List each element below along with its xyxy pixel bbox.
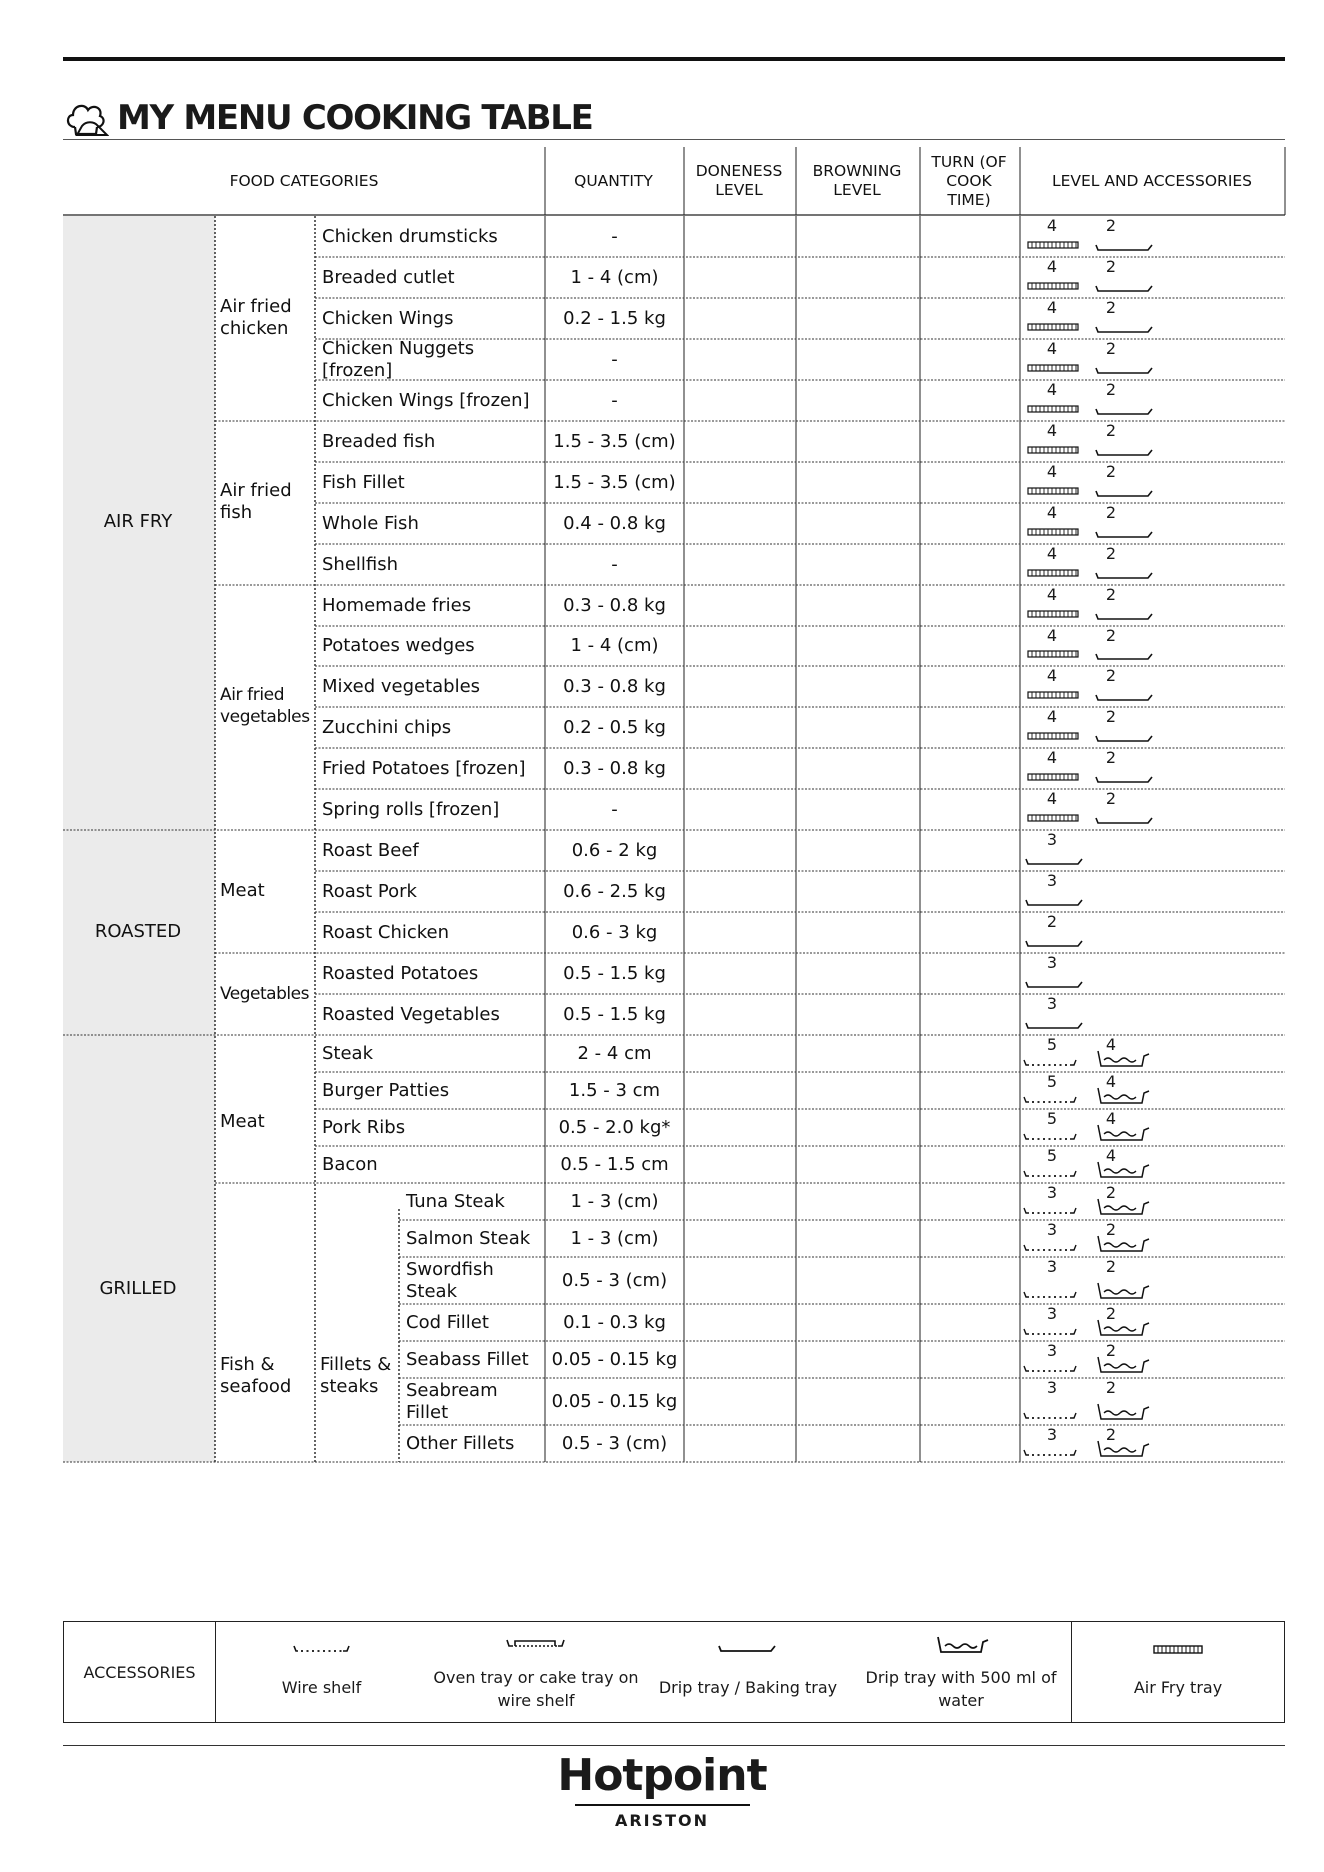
- shelf-level: 4: [1046, 257, 1058, 276]
- wire-shelf-icon: [292, 1642, 352, 1656]
- food-quantity: 1 - 3 (cm): [570, 1190, 659, 1212]
- food-name: Fish Fillet: [322, 471, 405, 493]
- shelf-level: 2: [1105, 585, 1117, 604]
- food-quantity: 0.4 - 0.8 kg: [563, 512, 666, 534]
- wire-shelf-icon: [1024, 1450, 1076, 1455]
- food-quantity: 0.6 - 2 kg: [571, 839, 658, 861]
- shelf-level: 2: [1105, 1425, 1117, 1444]
- food-quantity: 0.05 - 0.15 kg: [551, 1348, 678, 1370]
- shelf-level: 2: [1105, 503, 1117, 522]
- header-turn: TURN (OF COOK TIME): [931, 152, 1007, 209]
- accessory-oven-tray: [427, 1622, 645, 1722]
- accessory-drip-tray: [645, 1622, 851, 1722]
- accessory-label-wire-shelf: Wire shelf: [281, 1678, 362, 1697]
- drip-tray-icon: [1026, 900, 1082, 905]
- shelf-level: 5: [1046, 1146, 1058, 1165]
- food-quantity: 1 - 4 (cm): [570, 635, 659, 656]
- food-quantity: -: [611, 553, 618, 575]
- wire-shelf-icon: [1024, 1208, 1076, 1213]
- shelf-level: 3: [1046, 1341, 1058, 1360]
- food-quantity: 0.5 - 2.0 kg*: [558, 1116, 671, 1138]
- food-name: Roast Beef: [322, 839, 419, 861]
- food-quantity: 1 - 4 (cm): [570, 266, 659, 288]
- wire-shelf-icon: [1024, 1097, 1076, 1102]
- shelf-level: 3: [1046, 1304, 1058, 1323]
- food-name: Roasted Vegetables: [322, 1003, 500, 1025]
- shelf-level: 3: [1046, 1257, 1058, 1276]
- drip-tray-icon: [1096, 777, 1152, 782]
- shelf-level: 2: [1105, 257, 1117, 276]
- shelf-level: 2: [1105, 1304, 1117, 1323]
- header-browning: BROWNING LEVEL: [812, 162, 902, 199]
- food-name: Chicken drumsticks: [322, 225, 498, 247]
- air-fry-tray-icon: [1028, 324, 1078, 330]
- air-fry-tray-icon: [1028, 488, 1078, 494]
- food-name: Chicken Nuggets [frozen]: [322, 337, 475, 381]
- shelf-level: 2: [1105, 707, 1117, 726]
- air-fry-tray-icon: [1028, 406, 1078, 412]
- food-quantity: 0.5 - 3 (cm): [561, 1432, 668, 1454]
- shelf-level: 4: [1105, 1146, 1117, 1165]
- brand-logo: [0, 1750, 1324, 1832]
- air-fry-tray-icon: [1028, 447, 1078, 453]
- accessory-label-air-fry-tray: Air Fry tray: [1133, 1678, 1223, 1697]
- shelf-level: 2: [1105, 1378, 1117, 1397]
- food-quantity: 0.2 - 0.5 kg: [563, 716, 666, 738]
- food-quantity: -: [611, 798, 618, 820]
- shelf-level: 4: [1105, 1035, 1117, 1054]
- accessory-label-drip-tray-water: Drip tray with 500 ml of water: [865, 1668, 1057, 1710]
- air-fry-tray-icon: [1152, 1644, 1204, 1656]
- food-quantity: 0.2 - 1.5 kg: [563, 307, 666, 329]
- subcategory-meat-roasted: Meat: [220, 880, 265, 901]
- wire-shelf-icon: [1024, 1366, 1076, 1371]
- shelf-level: 3: [1046, 830, 1058, 849]
- bottom-rule: [63, 1745, 1285, 1746]
- shelf-level: 5: [1046, 1109, 1058, 1128]
- food-quantity: 0.5 - 1.5 kg: [563, 1003, 666, 1025]
- shelf-level: 4: [1105, 1109, 1117, 1128]
- drip-tray-icon: [1096, 491, 1152, 496]
- category-grilled: GRILLED: [99, 1278, 177, 1299]
- shelf-level: 4: [1105, 1072, 1117, 1091]
- subcategory-air-fried-fish: Air fried fish: [220, 480, 292, 523]
- shelf-level: 2: [1105, 626, 1117, 645]
- food-name: Chicken Wings [frozen]: [322, 389, 530, 411]
- shelf-level: 5: [1046, 1035, 1058, 1054]
- drip-tray-icon: [1096, 818, 1152, 823]
- shelf-level: 2: [1105, 789, 1117, 808]
- accessory-drip-tray-water: [851, 1622, 1071, 1722]
- food-name: Swordfish Steak: [406, 1258, 494, 1302]
- shelf-level: 4: [1046, 216, 1058, 235]
- food-quantity: 1.5 - 3.5 (cm): [553, 471, 676, 493]
- air-fry-tray-icon: [1028, 815, 1078, 821]
- drip-tray-icon: [717, 1642, 779, 1656]
- food-name: Salmon Steak: [406, 1227, 531, 1249]
- oven-tray-on-wire-shelf-icon: [505, 1636, 567, 1652]
- drip-tray-icon: [1026, 941, 1082, 946]
- food-name: Seabass Fillet: [406, 1348, 529, 1370]
- shelf-level: 4: [1046, 666, 1058, 685]
- air-fry-tray-icon: [1028, 283, 1078, 289]
- shelf-level: 3: [1046, 953, 1058, 972]
- food-name: Pork Ribs: [322, 1116, 406, 1138]
- subsubcategory-fillets-steaks: Fillets & steaks: [320, 1354, 392, 1397]
- shelf-level: 2: [1105, 380, 1117, 399]
- food-name: Roast Chicken: [322, 921, 450, 943]
- drip-tray-icon: [1096, 736, 1152, 741]
- drip-tray-icon: [1096, 409, 1152, 414]
- food-name: Mixed vegetables: [322, 675, 481, 697]
- shelf-level: 4: [1046, 585, 1058, 604]
- subcategory-meat-grilled: Meat: [220, 1111, 265, 1132]
- shelf-level: 5: [1046, 1072, 1058, 1091]
- drip-tray-icon: [1096, 368, 1152, 373]
- food-quantity: 2 - 4 cm: [577, 1042, 652, 1064]
- header-doneness: DONENESS LEVEL: [695, 162, 783, 199]
- shelf-level: 4: [1046, 544, 1058, 563]
- subcategory-air-fried-chicken: Air fried chicken: [220, 296, 292, 339]
- shelf-level: 2: [1105, 748, 1117, 767]
- subcategory-fish-seafood: Fish & seafood: [220, 1354, 292, 1397]
- food-name: Bacon: [322, 1153, 378, 1175]
- wire-shelf-icon: [1024, 1245, 1076, 1250]
- drip-tray-icon: [1026, 982, 1082, 987]
- shelf-level: 4: [1046, 626, 1058, 645]
- drip-tray-icon: [1096, 245, 1152, 250]
- header-food-categories: FOOD CATEGORIES: [229, 171, 379, 190]
- shelf-level: 4: [1046, 380, 1058, 399]
- food-name: Fried Potatoes [frozen]: [322, 757, 526, 779]
- wire-shelf-icon: [1024, 1292, 1076, 1297]
- drip-tray-icon: [1096, 286, 1152, 291]
- food-name: Steak: [322, 1042, 374, 1064]
- drip-tray-icon: [1096, 695, 1152, 700]
- food-quantity: 0.6 - 3 kg: [571, 921, 658, 943]
- food-name: Burger Patties: [322, 1079, 450, 1101]
- title-text: MY MENU COOKING TABLE: [117, 98, 593, 138]
- shelf-level: 2: [1105, 216, 1117, 235]
- food-quantity: 0.5 - 1.5 cm: [560, 1153, 669, 1175]
- food-name: Whole Fish: [322, 512, 419, 534]
- food-name: Zucchini chips: [322, 716, 452, 738]
- wire-shelf-icon: [1024, 1171, 1076, 1176]
- food-quantity: 0.05 - 0.15 kg: [551, 1390, 678, 1412]
- food-name: Roasted Potatoes: [322, 962, 479, 984]
- shelf-level: 2: [1046, 912, 1058, 931]
- food-quantity: 1 - 3 (cm): [570, 1227, 659, 1249]
- brand-sub: ARISTON: [614, 1811, 710, 1830]
- drip-tray-water-icon: [1098, 1404, 1149, 1419]
- food-quantity: 1.5 - 3.5 (cm): [553, 430, 676, 452]
- air-fry-tray-icon: [1028, 774, 1078, 780]
- accessory-air-fry-tray: [1072, 1622, 1284, 1722]
- food-name: Roast Pork: [322, 880, 417, 902]
- shelf-level: 2: [1105, 666, 1117, 685]
- air-fry-tray-icon: [1028, 611, 1078, 617]
- shelf-level: 2: [1105, 1341, 1117, 1360]
- food-name: Shellfish: [322, 553, 399, 575]
- food-quantity: -: [611, 225, 618, 247]
- air-fry-tray-icon: [1028, 529, 1078, 535]
- food-name: Spring rolls [frozen]: [322, 798, 500, 820]
- drip-tray-water-icon: [935, 1634, 991, 1656]
- food-name: Cod Fillet: [406, 1311, 489, 1333]
- shelf-level: 4: [1046, 789, 1058, 808]
- header-level-accessories: LEVEL AND ACCESSORIES: [1051, 171, 1253, 190]
- drip-tray-icon: [1096, 327, 1152, 332]
- food-name: Tuna Steak: [406, 1190, 505, 1212]
- subcategory-vegetables: Vegetables: [220, 984, 309, 1004]
- air-fry-tray-icon: [1028, 692, 1078, 698]
- category-air-fry: AIR FRY: [103, 511, 173, 532]
- air-fry-tray-icon: [1028, 365, 1078, 371]
- shelf-level: 2: [1105, 421, 1117, 440]
- food-quantity: 0.5 - 3 (cm): [561, 1269, 668, 1291]
- shelf-level: 3: [1046, 871, 1058, 890]
- air-fry-tray-icon: [1028, 570, 1078, 576]
- wire-shelf-icon: [1024, 1329, 1076, 1334]
- drip-tray-icon: [1096, 654, 1152, 659]
- shelf-level: 3: [1046, 1378, 1058, 1397]
- food-quantity: -: [611, 389, 618, 411]
- food-name: Potatoes wedges: [322, 635, 475, 656]
- accessory-wire-shelf: [216, 1622, 427, 1722]
- food-name: Other Fillets: [406, 1432, 515, 1454]
- food-name: Breaded cutlet: [322, 266, 455, 288]
- food-name: Seabream Fillet: [406, 1379, 498, 1423]
- accessory-label-drip-tray: Drip tray / Baking tray: [658, 1678, 838, 1697]
- shelf-level: 4: [1046, 707, 1058, 726]
- shelf-level: 3: [1046, 1183, 1058, 1202]
- drip-tray-icon: [1096, 614, 1152, 619]
- food-quantity: 0.1 - 0.3 kg: [563, 1311, 666, 1333]
- subcategory-air-fried-vegetables: Air fried vegetables: [220, 685, 310, 727]
- drip-tray-icon: [1096, 450, 1152, 455]
- shelf-level: 4: [1046, 421, 1058, 440]
- shelf-level: 4: [1046, 339, 1058, 358]
- food-name: Homemade fries: [322, 594, 472, 616]
- shelf-level: 2: [1105, 298, 1117, 317]
- food-quantity: 0.3 - 0.8 kg: [563, 757, 666, 779]
- drip-tray-icon: [1026, 859, 1082, 864]
- food-name: Chicken Wings: [322, 307, 454, 329]
- shelf-level: 4: [1046, 503, 1058, 522]
- shelf-level: 2: [1105, 544, 1117, 563]
- drip-tray-water-icon: [1098, 1283, 1149, 1298]
- air-fry-tray-icon: [1028, 651, 1078, 657]
- drip-tray-icon: [1096, 573, 1152, 578]
- shelf-level: 2: [1105, 1220, 1117, 1239]
- shelf-level: 3: [1046, 1425, 1058, 1444]
- wire-shelf-icon: [1024, 1134, 1076, 1139]
- wire-shelf-icon: [1024, 1413, 1076, 1418]
- accessories-label: ACCESSORIES: [64, 1622, 216, 1722]
- shelf-level: 2: [1105, 1183, 1117, 1202]
- food-quantity: 0.3 - 0.8 kg: [563, 675, 666, 697]
- shelf-level: 2: [1105, 1257, 1117, 1276]
- food-quantity: 0.6 - 2.5 kg: [563, 880, 666, 902]
- shelf-level: 4: [1046, 748, 1058, 767]
- accessory-label-oven-tray: Oven tray or cake tray on wire shelf: [433, 1668, 639, 1710]
- shelf-level: 2: [1105, 339, 1117, 358]
- shelf-level: 2: [1105, 462, 1117, 481]
- shelf-level: 3: [1046, 994, 1058, 1013]
- header-quantity: QUANTITY: [574, 171, 653, 190]
- food-quantity: 1.5 - 3 cm: [568, 1079, 661, 1101]
- shelf-level: 4: [1046, 462, 1058, 481]
- brand-name: Hotpoint: [557, 1750, 767, 1801]
- drip-tray-icon: [1026, 1023, 1082, 1028]
- wire-shelf-icon: [1024, 1060, 1076, 1065]
- food-quantity: 0.5 - 1.5 kg: [563, 962, 666, 984]
- drip-tray-icon: [1096, 532, 1152, 537]
- air-fry-tray-icon: [1028, 733, 1078, 739]
- food-quantity: 0.3 - 0.8 kg: [563, 594, 666, 616]
- shelf-level: 3: [1046, 1220, 1058, 1239]
- food-quantity: -: [611, 348, 618, 370]
- shelf-level: 4: [1046, 298, 1058, 317]
- category-roasted: ROASTED: [94, 921, 182, 942]
- food-name: Breaded fish: [322, 430, 436, 452]
- accessories-legend: [63, 1621, 1285, 1723]
- air-fry-tray-icon: [1028, 242, 1078, 248]
